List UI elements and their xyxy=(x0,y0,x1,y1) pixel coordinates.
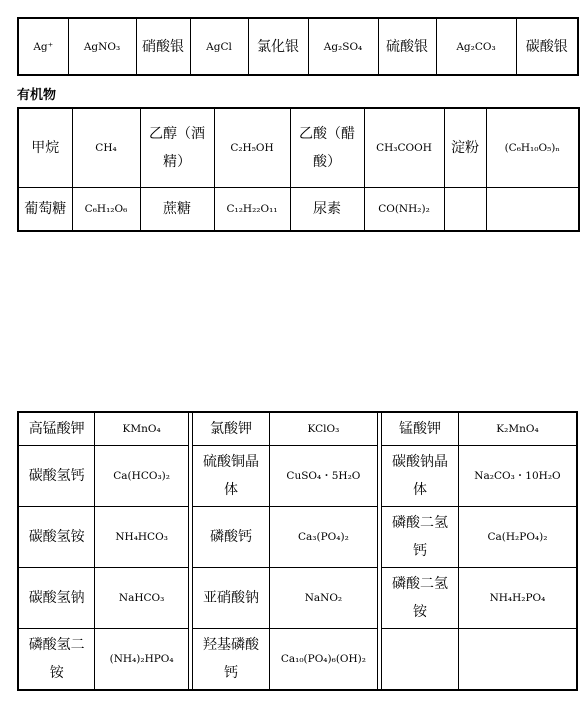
table-cell xyxy=(486,188,579,231)
table-cell: CH₄ xyxy=(72,108,140,188)
table-cell: 淀粉 xyxy=(444,108,486,188)
table-cell: Na₂CO₃・10H₂O xyxy=(458,446,577,507)
table-cell: 葡萄糖 xyxy=(18,188,72,231)
table-cell: NaNO₂ xyxy=(269,568,377,629)
table-cell xyxy=(458,629,577,691)
table-cell: 氯酸钾 xyxy=(193,412,270,446)
table-cell: CuSO₄・5H₂O xyxy=(269,446,377,507)
table-cell: 碳酸氢钙 xyxy=(18,446,95,507)
section-title: 有机物 xyxy=(17,88,57,103)
table-row xyxy=(18,18,578,75)
table-row xyxy=(18,188,579,231)
table-cell: 碳酸银 xyxy=(516,18,578,75)
table-cell xyxy=(444,188,486,231)
table-cell: 羟基磷酸钙 xyxy=(193,629,270,691)
table-row xyxy=(18,507,577,568)
table-row xyxy=(18,568,577,629)
table-cell: 锰酸钾 xyxy=(382,412,459,446)
organic-compounds-table xyxy=(17,107,580,232)
table-cell: Ca₃(PO₄)₂ xyxy=(269,507,377,568)
table-row xyxy=(18,412,577,446)
table-cell: C₆H₁₂O₆ xyxy=(72,188,140,231)
table-cell: KClO₃ xyxy=(269,412,377,446)
table-cell: 硫酸银 xyxy=(378,18,436,75)
table-cell: 尿素 xyxy=(290,188,364,231)
table-cell: (NH₄)₂HPO₄ xyxy=(95,629,189,691)
table-cell: 碳酸钠晶体 xyxy=(382,446,459,507)
table-cell: 硫酸铜晶体 xyxy=(193,446,270,507)
table-cell: KMnO₄ xyxy=(95,412,189,446)
table-cell: 碳酸氢铵 xyxy=(18,507,95,568)
table-cell: (C₆H₁₀O₅)ₙ xyxy=(486,108,579,188)
table-cell: Ca(HCO₃)₂ xyxy=(95,446,189,507)
table-cell: 硝酸银 xyxy=(136,18,190,75)
table-cell: 甲烷 xyxy=(18,108,72,188)
table-cell: 碳酸氢钠 xyxy=(18,568,95,629)
table-cell: 氯化银 xyxy=(248,18,308,75)
table-cell: 蔗糖 xyxy=(140,188,214,231)
table-cell: 磷酸二氢铵 xyxy=(382,568,459,629)
salt-compounds-table xyxy=(17,411,578,691)
table-cell: 乙酸（醋酸） xyxy=(290,108,364,188)
table-cell: 磷酸二氢钙 xyxy=(382,507,459,568)
table-row xyxy=(18,108,579,188)
table-cell: Ca(H₂PO₄)₂ xyxy=(458,507,577,568)
table-cell: AgCl xyxy=(190,18,248,75)
table-cell: 磷酸氢二铵 xyxy=(18,629,95,691)
table-cell: Ag₂SO₄ xyxy=(308,18,378,75)
table-cell: Ca₁₀(PO₄)₆(OH)₂ xyxy=(269,629,377,691)
table-cell xyxy=(382,629,459,691)
table-cell: 磷酸钙 xyxy=(193,507,270,568)
table-cell: C₂H₅OH xyxy=(214,108,290,188)
table-cell: 乙醇（酒精） xyxy=(140,108,214,188)
table-cell: K₂MnO₄ xyxy=(458,412,577,446)
table-row xyxy=(18,446,577,507)
table-cell: C₁₂H₂₂O₁₁ xyxy=(214,188,290,231)
table-cell: 亚硝酸钠 xyxy=(193,568,270,629)
table-cell: Ag₂CO₃ xyxy=(436,18,516,75)
table-cell: CO(NH₂)₂ xyxy=(364,188,444,231)
table-cell: CH₃COOH xyxy=(364,108,444,188)
table-cell: Ag⁺ xyxy=(18,18,68,75)
table-cell: NH₄H₂PO₄ xyxy=(458,568,577,629)
table-cell: 高锰酸钾 xyxy=(18,412,95,446)
silver-compounds-table xyxy=(17,17,579,76)
table-cell: NaHCO₃ xyxy=(95,568,189,629)
table-cell: NH₄HCO₃ xyxy=(95,507,189,568)
table-row xyxy=(18,629,577,691)
table-cell: AgNO₃ xyxy=(68,18,136,75)
